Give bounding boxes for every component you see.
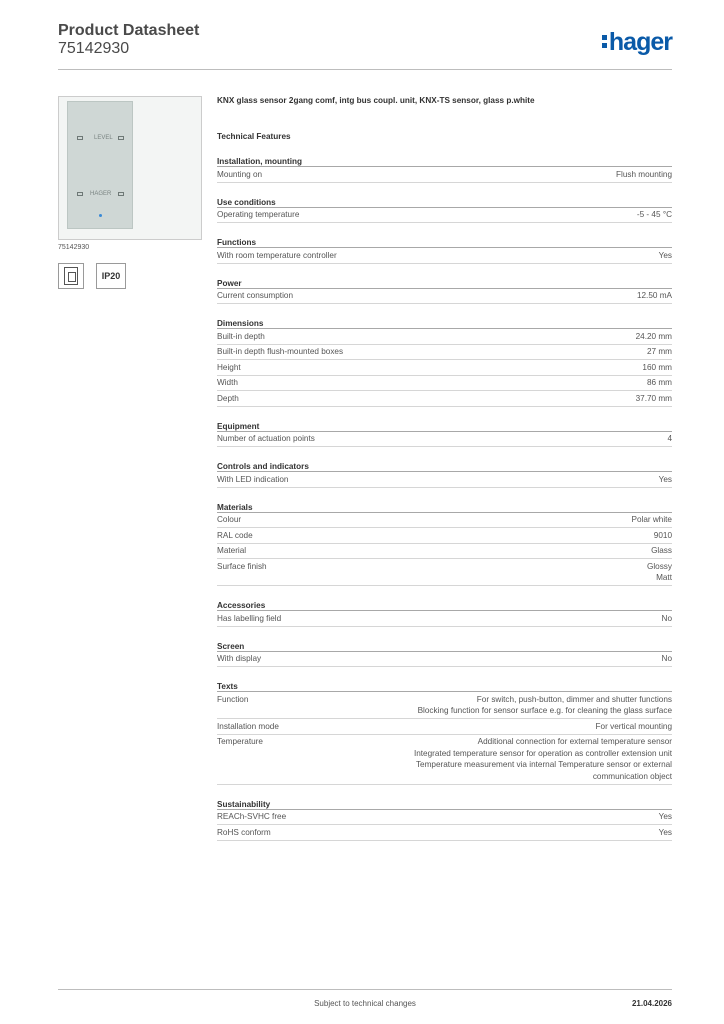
logo-dots-icon	[602, 28, 607, 48]
spec-section	[217, 156, 672, 183]
spec-label: Current consumption	[217, 291, 293, 300]
spec-section	[217, 318, 672, 407]
spec-label: Temperature	[217, 737, 263, 746]
spec-value-line: For switch, push-button, dimmer and shutter functions	[476, 694, 672, 704]
spec-value	[667, 433, 672, 445]
section-title: Dimensions	[217, 318, 672, 329]
spec-value	[659, 474, 672, 486]
sensor-symbol-icon	[77, 192, 83, 196]
spec-label: Height	[217, 362, 241, 372]
spec-value	[362, 736, 672, 782]
spec-value-line: 9010	[653, 530, 672, 540]
badge-list	[58, 263, 202, 289]
spec-value-line: 4	[667, 434, 672, 443]
spec-row	[217, 208, 672, 224]
spec-section	[217, 461, 672, 488]
spec-row	[217, 735, 672, 785]
spec-section	[217, 197, 672, 224]
spec-row	[217, 289, 672, 305]
spec-value	[616, 169, 672, 181]
spec-row	[217, 329, 672, 345]
spec-sections	[217, 156, 672, 841]
sensor-symbol-icon	[118, 136, 124, 140]
sensor-symbol-icon	[118, 192, 124, 196]
spec-value	[636, 393, 672, 405]
spec-label: With room temperature controller	[217, 250, 337, 260]
spec-value-line: 37.70 mm	[635, 393, 672, 403]
product-name: KNX glass sensor 2gang comf, intg bus coupl. unit, KNX-TS sensor, glass p.white	[217, 96, 535, 105]
spec-label: Surface finish	[217, 561, 267, 571]
spec-value-line: Yes	[658, 812, 672, 821]
spec-value-line: Temperature measurement via internal Temperature sensor or external communication object	[415, 760, 672, 781]
spec-value	[636, 331, 672, 343]
led-indicator-icon	[99, 214, 102, 217]
sensor-bottom-label: HAGER	[90, 191, 112, 197]
sensor-symbol-icon	[77, 136, 83, 140]
section-title: Power	[217, 278, 672, 289]
spec-label: RoHS conform	[217, 827, 271, 837]
spec-value	[659, 811, 672, 823]
section-title: Equipment	[217, 421, 672, 432]
section-title: Installation, mounting	[217, 156, 672, 167]
spec-row	[217, 360, 672, 376]
spec-label: Has labelling field	[217, 613, 282, 623]
spec-value-line: -5 - 45 °C	[636, 210, 672, 219]
spec-section	[217, 237, 672, 264]
spec-label: Function	[217, 694, 249, 704]
spec-label: Installation mode	[217, 721, 279, 731]
spec-value	[647, 346, 672, 358]
spec-row	[217, 559, 672, 586]
product-image	[58, 96, 202, 240]
section-title: Functions	[217, 237, 672, 248]
spec-value-line: 12.50 mA	[636, 291, 672, 300]
spec-value	[631, 514, 672, 526]
spec-value	[651, 545, 672, 557]
spec-label: Built-in depth flush-mounted boxes	[217, 347, 344, 356]
spec-value	[637, 290, 672, 302]
section-title: Accessories	[217, 600, 672, 611]
spec-row	[217, 652, 672, 668]
page-header	[58, 22, 672, 70]
spec-value-line: Blocking function for sensor surface e.g. for cleaning the glass surface	[417, 706, 672, 715]
flush-mount-icon	[58, 263, 84, 289]
section-title: Controls and indicators	[217, 461, 672, 472]
spec-label: REACh-SVHC free	[217, 812, 287, 821]
spec-label: With display	[217, 654, 262, 663]
spec-value-line: 24.20 mm	[635, 331, 672, 341]
spec-row	[217, 345, 672, 361]
spec-label: Width	[217, 378, 238, 387]
section-title: Materials	[217, 502, 672, 513]
spec-section	[217, 799, 672, 841]
main-content	[217, 96, 672, 841]
glass-sensor-illustration	[67, 101, 133, 229]
spec-section	[217, 681, 672, 785]
spec-row	[217, 528, 672, 544]
spec-row	[217, 544, 672, 560]
spec-value	[647, 377, 672, 389]
page-footer	[58, 989, 672, 1017]
spec-label: Number of actuation points	[217, 434, 315, 443]
spec-value	[659, 250, 672, 262]
spec-row	[217, 513, 672, 529]
spec-row	[217, 472, 672, 488]
spec-row	[217, 432, 672, 448]
spec-row	[217, 376, 672, 392]
spec-value	[418, 694, 672, 717]
spec-value-line: Flush mounting	[616, 169, 672, 179]
spec-value-line: No	[661, 654, 672, 663]
spec-section	[217, 502, 672, 587]
spec-value-line: Additional connection for external temperature sensor	[477, 737, 672, 746]
footer-note: Subject to technical changes	[314, 999, 416, 1008]
spec-row	[217, 248, 672, 264]
sensor-top-label: LEVEL	[94, 135, 113, 141]
spec-value-line: 27 mm	[646, 347, 672, 356]
spec-row	[217, 719, 672, 735]
spec-value-line: 86 mm	[646, 378, 672, 387]
spec-value-line: No	[661, 613, 672, 623]
document-number: 75142930	[58, 40, 130, 57]
spec-row	[217, 825, 672, 841]
spec-value-line: Glass	[651, 546, 672, 555]
product-image-column	[58, 96, 202, 289]
spec-label: RAL code	[217, 530, 253, 540]
spec-value-line: Glossy	[646, 561, 672, 571]
spec-label: Depth	[217, 393, 239, 403]
spec-label: With LED indication	[217, 474, 289, 484]
spec-label: Colour	[217, 515, 242, 524]
spec-value-line: Polar white	[631, 515, 672, 524]
spec-value-line: Yes	[658, 474, 672, 484]
spec-value	[596, 721, 672, 733]
technical-features-heading: Technical Features	[217, 132, 291, 141]
logo-text: hager	[608, 28, 672, 56]
spec-row	[217, 167, 672, 183]
spec-value	[659, 827, 672, 839]
image-caption: 75142930	[58, 244, 90, 251]
spec-value-line: For vertical mounting	[595, 721, 672, 731]
document-title: Product Datasheet	[58, 22, 200, 39]
section-title: Use conditions	[217, 197, 672, 208]
spec-row	[217, 810, 672, 826]
spec-value	[662, 653, 672, 665]
hager-logo	[602, 28, 672, 57]
spec-value	[637, 209, 672, 221]
spec-row	[217, 692, 672, 719]
spec-label: Material	[217, 546, 247, 555]
spec-label: Operating temperature	[217, 210, 300, 219]
spec-value	[662, 613, 672, 625]
spec-value-line: Matt	[656, 573, 672, 582]
spec-label: Mounting on	[217, 169, 263, 179]
section-title: Sustainability	[217, 799, 672, 810]
spec-value-line: Yes	[658, 250, 672, 260]
spec-value	[642, 362, 672, 374]
spec-value-line: Integrated temperature sensor for operation as controller extension unit	[413, 748, 672, 758]
spec-row	[217, 611, 672, 627]
spec-section	[217, 600, 672, 627]
spec-row	[217, 391, 672, 407]
section-title: Screen	[217, 641, 672, 652]
ip20-badge: IP20	[96, 263, 126, 289]
spec-section	[217, 641, 672, 668]
spec-value-line: 160 mm	[642, 362, 672, 372]
section-title: Texts	[217, 681, 672, 692]
spec-section	[217, 421, 672, 448]
spec-label: Built-in depth	[217, 331, 265, 341]
spec-value-line: Yes	[658, 827, 672, 837]
spec-value	[647, 561, 672, 584]
spec-section	[217, 278, 672, 305]
footer-date: 21.04.2026	[631, 999, 672, 1008]
spec-value	[654, 530, 672, 542]
